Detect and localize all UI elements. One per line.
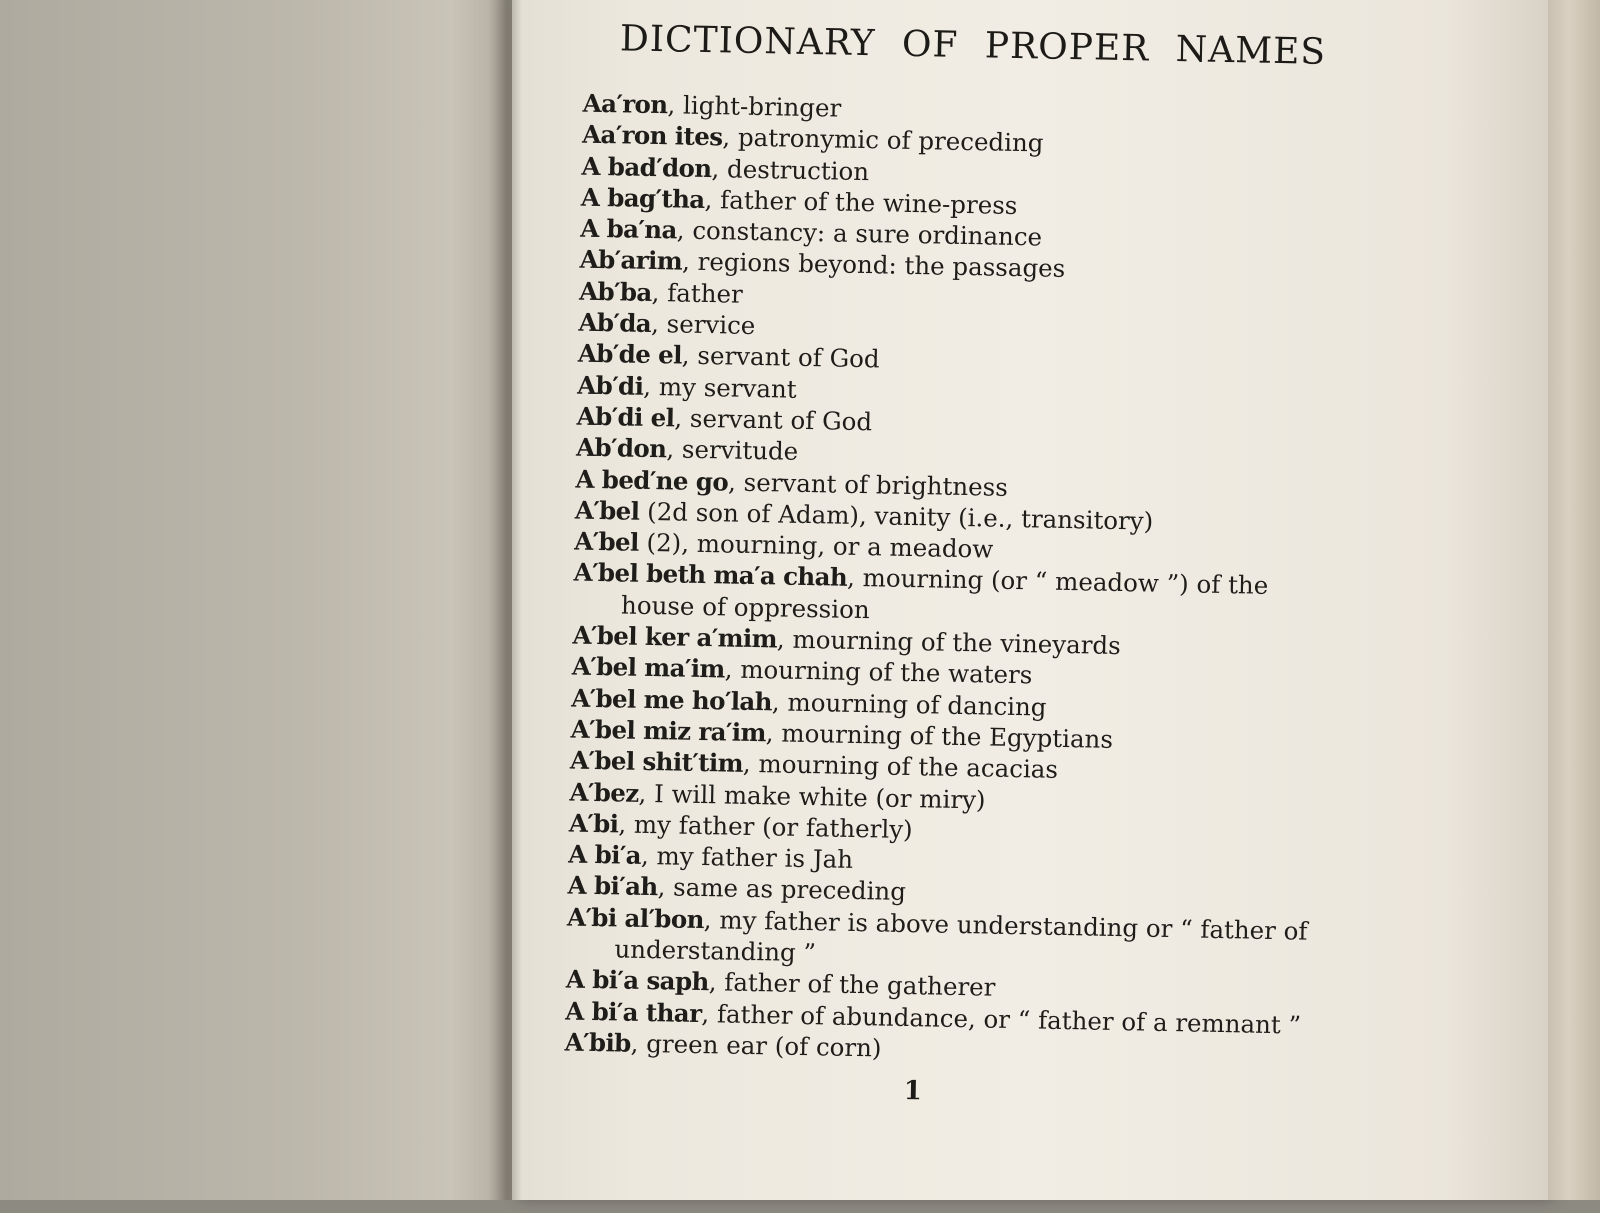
entry-term: A ba′na: [580, 213, 678, 245]
entry-term: A′bib: [564, 1027, 631, 1058]
entry-term: A bad′don: [581, 151, 712, 183]
entry-term: A bi′a: [568, 839, 642, 871]
entry-definition: , same as preceding: [657, 872, 907, 907]
entry-definition: , regions beyond: the passages: [681, 247, 1066, 284]
entry-definition: , light-bringer: [667, 90, 842, 123]
entry-definition: , patronymic of preceding: [722, 122, 1044, 158]
entry-term: A′bel ma′im: [571, 651, 726, 684]
entry-list: [564, 88, 1332, 1072]
entry-definition: , my servant: [643, 371, 797, 404]
entry-definition: , servitude: [666, 434, 799, 467]
entry-definition: , servant of God: [681, 340, 880, 374]
page-number: 1: [903, 1075, 923, 1107]
entry-definition: (2), mourning, or a meadow: [638, 527, 994, 564]
entry-definition: , mourning of the waters: [724, 654, 1033, 690]
entry-term: A′bel beth ma′a chah: [573, 558, 848, 593]
entry-term: Aa′ron: [582, 88, 668, 120]
entry-term: A′bel shit′tim: [569, 745, 744, 779]
entry-definition: , green ear (of corn): [630, 1028, 882, 1063]
entry-term: Ab′da: [578, 307, 652, 339]
entry-term: A bi′ah: [567, 870, 658, 902]
entry-term: A′bel me ho′lah: [571, 683, 773, 717]
entry-definition: , mourning (or “ meadow ”) of the house of oppression: [620, 563, 1269, 624]
entry-definition: , mourning of the Egyptians: [765, 718, 1114, 754]
entry-term: A bi′a thar: [565, 996, 702, 1028]
entry-term: A′bel ker a′mim: [572, 620, 778, 654]
entry-definition: , father of the gatherer: [708, 967, 996, 1003]
entry-definition: , my father (or fatherly): [618, 809, 913, 844]
entry-definition: , father: [651, 277, 744, 309]
entry-definition: , I will make white (or miry): [638, 778, 986, 815]
entry-term: Ab′di el: [576, 401, 675, 433]
entry-definition: (2d son of Adam), vanity (i.e., transitory): [639, 496, 1154, 536]
entry-definition: , service: [650, 309, 756, 341]
entry-term: A′bez: [569, 777, 639, 808]
entry-term: A bag′tha: [580, 182, 705, 214]
entry-term: A′bel: [574, 495, 640, 526]
entry-definition: , my father is above understanding or “ father of understanding ”: [614, 904, 1308, 968]
entry-term: Ab′arim: [579, 245, 683, 277]
entry-definition: , mourning of the acacias: [742, 749, 1059, 785]
entry-term: Ab′di: [577, 370, 644, 401]
entry-definition: , father of the wine-press: [704, 184, 1018, 220]
page-heading: DICTIONARY OF PROPER NAMES: [619, 18, 1327, 73]
entry-term: A′bel miz ra′im: [570, 714, 767, 748]
entry-term: A bi′a saph: [565, 964, 709, 997]
entry-definition: , destruction: [711, 153, 870, 186]
entry-definition: , mourning of the vineyards: [776, 624, 1122, 661]
entry-term: Ab′de el: [577, 338, 683, 370]
entry-term: A′bi al′bon: [566, 902, 705, 934]
entry-definition: , my father is Jah: [640, 841, 854, 875]
entry-definition: , mourning of dancing: [771, 687, 1047, 722]
entry-definition: , constancy: a sure ordinance: [676, 215, 1043, 252]
entry-term: Ab′ba: [578, 276, 652, 307]
entry-term: A bed′ne go: [575, 464, 729, 497]
entry-definition: , servant of God: [674, 403, 873, 437]
entry-definition: , servant of brightness: [727, 467, 1009, 502]
entry-definition: , father of abundance, or “ father of a remnant ”: [701, 998, 1302, 1040]
entry-term: A′bi: [568, 808, 619, 839]
entry-term: A′bel: [574, 526, 640, 557]
entry-term: Aa′ron ites: [581, 119, 723, 152]
entry-term: Ab′don: [575, 432, 667, 464]
